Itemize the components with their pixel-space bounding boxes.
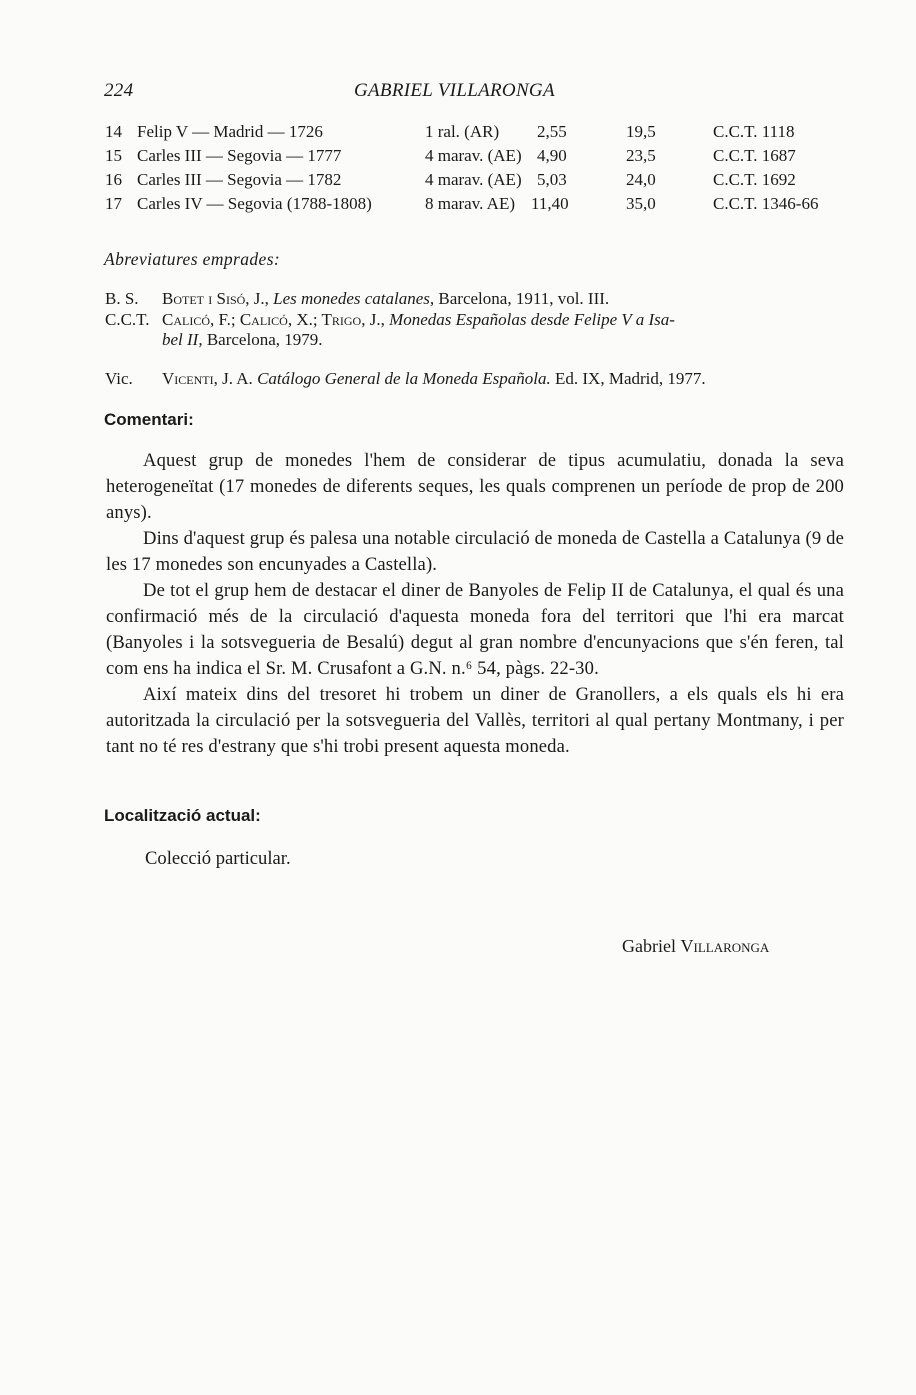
coin-reference: C.C.T. 1346-66 [713, 194, 819, 213]
abbr-title: Monedas Españolas desde Felipe V a Isa- [389, 310, 675, 329]
paragraph: De tot el grup hem de destacar el diner de Banyoles de Felip II de Catalunya, el qual és una confirmació més de la circulació d'aquesta moneda fora del territori que l'hi era marcat (Banyoles i la sotsvegueria de Besalú) degut al gran nombre d'encunyacions que s'én feren, tal com ens ha indica el Sr. M. Crusafont a G.N. n.⁶ 54, pàgs. 22-30. [106, 580, 844, 679]
coin-description: Carles III — Segovia — 1777 [137, 146, 342, 165]
abbr-key-bs: B. S. [105, 289, 139, 308]
running-title: GABRIEL VILLARONGA [354, 80, 555, 101]
paragraph: Dins d'aquest grup és palesa una notable circulació de moneda de Castella a Catalunya (9 de les 17 monedes son encunyades a Castella). [106, 528, 844, 575]
abbr-key-cct: C.C.T. [105, 310, 150, 329]
coin-value: 4 marav. (AE) [425, 170, 522, 189]
page-number: 224 [104, 80, 134, 101]
coin-diameter: 23,5 [626, 146, 656, 165]
coin-reference: C.C.T. 1118 [713, 122, 795, 141]
abbr-author: Botet i Sisó, J., [162, 289, 269, 308]
abbreviations-heading: Abreviatures emprades: [104, 249, 281, 269]
coin-number: 17 [105, 194, 122, 213]
paragraph: Aquest grup de monedes l'hem de considerar de tipus acumulatiu, donada la seva heterogeneïtat (17 monedes de diferents seques, les quals comprenen un període de prop de 200 anys). [106, 450, 844, 523]
abbr-title: Catálogo General de la Moneda Española. [257, 369, 551, 388]
abbr-details: Ed. IX, Madrid, 1977. [555, 369, 706, 388]
abbr-title: Les monedes catalanes, [273, 289, 435, 308]
coin-diameter: 19,5 [626, 122, 656, 141]
table-row [0, 122, 916, 146]
signature-first-name: Gabriel [622, 936, 676, 956]
coin-number: 15 [105, 146, 122, 165]
paragraph: Així mateix dins del tresoret hi trobem un diner de Granollers, a els quals els hi era autoritzada la circulació per la sotsvegueria del Vallès, territori al qual pertany Montmany, i per tant no té res d'estrany que s'hi trobi present aquesta moneda. [106, 684, 844, 757]
table-row [0, 194, 916, 218]
coin-weight: 11,40 [531, 194, 569, 213]
abbr-author: Calicó, F.; Calicó, X.; Trigo, J., [162, 310, 385, 329]
coin-weight: 4,90 [537, 146, 567, 165]
abbr-key-vic: Vic. [105, 369, 133, 388]
signature-last-name: Villaronga [680, 936, 770, 956]
abbr-author: Vicenti, J. A. [162, 369, 253, 388]
coin-value: 4 marav. (AE) [425, 146, 522, 165]
abbr-entry-bs [162, 289, 609, 309]
comentari-heading: Comentari: [104, 410, 194, 429]
comentari-body [106, 448, 844, 760]
coin-value: 1 ral. (AR) [425, 122, 500, 141]
coin-weight: 2,55 [537, 122, 567, 141]
coin-value: 8 marav. AE) [425, 194, 516, 213]
coin-diameter: 24,0 [626, 170, 656, 189]
coin-number: 16 [105, 170, 122, 189]
coin-reference: C.C.T. 1692 [713, 170, 796, 189]
coin-description: Felip V — Madrid — 1726 [137, 122, 323, 141]
table-row [0, 170, 916, 194]
localitzacio-text: Colecció particular. [145, 848, 291, 869]
coin-diameter: 35,0 [626, 194, 656, 213]
table-row [0, 146, 916, 170]
coin-weight: 5,03 [537, 170, 567, 189]
abbr-entry-vic [162, 369, 706, 389]
coin-description: Carles III — Segovia — 1782 [137, 170, 342, 189]
abbr-entry-cct-cont [162, 330, 323, 350]
abbr-title-continued: bel II, [162, 330, 203, 349]
abbr-details: Barcelona, 1911, vol. III. [438, 289, 610, 308]
coin-number: 14 [105, 122, 122, 141]
coin-reference: C.C.T. 1687 [713, 146, 796, 165]
localitzacio-heading: Localització actual: [104, 806, 261, 825]
coin-description: Carles IV — Segovia (1788-1808) [137, 194, 372, 213]
abbr-entry-cct [162, 310, 675, 330]
abbr-details: Barcelona, 1979. [206, 330, 323, 349]
signature [622, 936, 769, 957]
